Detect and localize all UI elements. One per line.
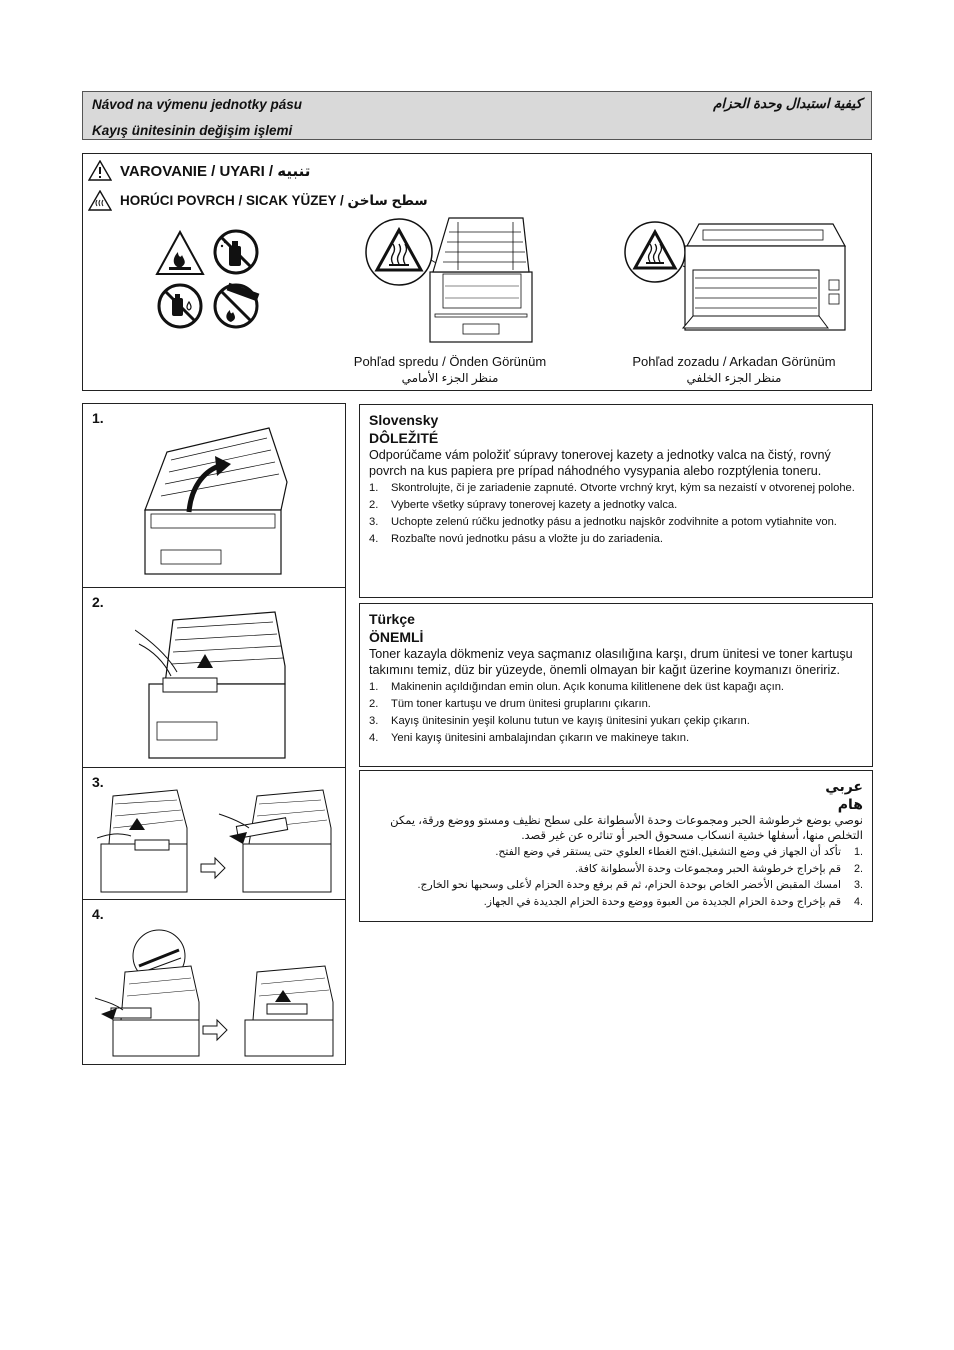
list-item xyxy=(369,714,863,728)
item-text: قم بإخراج وحدة الحزام الجديدة من العبوة ووضع وحدة الحزام الجديدة في الجهاز. xyxy=(483,895,841,908)
list-item xyxy=(369,481,863,495)
front-view-caption xyxy=(340,353,560,387)
section-important: DÔLEŽITÉ xyxy=(369,430,439,446)
hot-surface-text: HORÚCI POVRCH / SICAK YÜZEY / سطح ساخن xyxy=(120,192,428,208)
item-text: Rozbaľte novú jednotku pásu a vložte ju do zariadenia. xyxy=(391,533,663,546)
hot-surface-triangle-icon xyxy=(88,190,112,211)
step-4-illustration xyxy=(95,928,341,1060)
list-item xyxy=(369,680,863,694)
rear-view-label: Pohľad zozadu / Arkadan Görünüm xyxy=(632,354,836,369)
list-item xyxy=(369,532,863,546)
item-text: Tüm toner kartuşu ve drum ünitesi gruplarını çıkarın. xyxy=(391,698,651,711)
item-number: .3 xyxy=(853,879,863,891)
item-number: .2 xyxy=(853,862,863,875)
instruction-list xyxy=(369,680,863,745)
step-2-illustration xyxy=(135,610,305,762)
list-item xyxy=(369,731,863,745)
hot-surface-title xyxy=(88,190,428,211)
step-number: 4. xyxy=(92,906,104,922)
safety-symbols xyxy=(155,228,265,332)
item-text: Skontrolujte, či je zariadenie zapnuté. Otvorte vrchný kryt, kým sa nezaistí v otvorenej polohe. xyxy=(391,482,855,495)
item-number: 2. xyxy=(369,499,379,512)
instruction-list xyxy=(369,481,863,546)
flammable-warning-icon xyxy=(157,232,203,274)
item-number: .1 xyxy=(853,846,863,858)
arabic-section xyxy=(359,770,873,922)
steps-panel xyxy=(82,403,346,1065)
step-number: 1. xyxy=(92,410,104,426)
front-view-label-ar: منظر الجزء الأمامي xyxy=(401,371,499,385)
rear-view-label-ar: منظر الجزء الخلفي xyxy=(686,371,782,385)
list-item xyxy=(369,846,863,860)
instruction-list xyxy=(369,846,863,909)
item-number: 4. xyxy=(369,533,379,546)
section-language: Slovensky xyxy=(369,412,439,428)
step-3-illustration xyxy=(97,788,337,896)
item-text: تأكد أن الجهاز في وضع التشغيل.افتح الغطاء العلوي حتى يستقر في وضع الفتح. xyxy=(495,846,841,858)
section-language: Türkçe xyxy=(369,611,415,627)
item-number: 4. xyxy=(369,732,379,745)
no-spray-icon xyxy=(215,231,257,273)
section-intro: نوصي بوضع خرطوشة الحبر ومجموعات وحدة الأسطوانة على سطح نظيف ومستو ووضع ورقة، يمكن التخلص منها، أسفلها خشية انسكاب مسحوق الحبر أو تناثره عن غير قصد. xyxy=(390,815,863,842)
hot-surface-circle-icon xyxy=(625,222,685,282)
item-text: Makinenin açıldığından emin olun. Açık konuma kilitlenene dek üst kapağı açın. xyxy=(391,681,785,694)
header-title-ar: كيفية استبدال وحدة الحزام xyxy=(713,96,862,111)
warning-title-text: VAROVANIE / UYARI / تنبيه xyxy=(120,162,311,180)
rear-view-caption xyxy=(620,353,848,387)
item-number: .4 xyxy=(853,895,863,908)
item-text: امسك المقبض الأخضر الخاص بوحدة الحزام، ثم قم برفع وحدة الحزام لأعلى وسحبها نحو الخارج. xyxy=(417,879,841,891)
item-number: 3. xyxy=(369,516,379,529)
step-number: 3. xyxy=(92,774,104,790)
item-text: قم بإخراج خرطوشة الحبر ومجموعات وحدة الأسطوانة كافة. xyxy=(574,862,841,875)
step-2 xyxy=(83,588,345,768)
list-item xyxy=(369,498,863,512)
warning-triangle-icon xyxy=(88,160,112,181)
section-important: هام xyxy=(837,796,863,812)
step-1-illustration xyxy=(141,426,291,578)
turkish-section xyxy=(359,603,873,767)
rear-view-illustration xyxy=(623,216,848,336)
no-flammable-liquid-icon xyxy=(159,285,201,327)
section-language: عربي xyxy=(825,778,863,794)
header-title-sk: Návod na výmenu jednotky pásu xyxy=(92,97,303,112)
item-number: 1. xyxy=(369,681,379,694)
warning-title xyxy=(88,160,310,181)
step-4 xyxy=(83,900,345,1064)
section-intro: Toner kazayla dökmeniz veya saçmanız olasılığına karşı, drum ünitesi ve toner kartuşu takımını temiz, düz bir yüzeyde, önemli olmayan bir kağıt üzerine koymanızı öneririz. xyxy=(369,647,853,677)
page-header xyxy=(82,91,872,140)
list-item xyxy=(369,863,863,877)
list-item xyxy=(369,879,863,893)
list-item xyxy=(369,896,863,910)
step-1 xyxy=(83,404,345,588)
front-view-illustration xyxy=(363,212,538,347)
header-title-tr: Kayış ünitesinin değişim işlemi xyxy=(92,123,293,138)
no-vacuum-icon xyxy=(215,283,259,327)
item-number: 3. xyxy=(369,715,379,728)
slovak-section xyxy=(359,404,873,598)
front-view-label: Pohľad spredu / Önden Görünüm xyxy=(353,354,547,369)
item-text: Vyberte všetky súpravy tonerovej kazety a jednotky valca. xyxy=(391,499,678,512)
step-number: 2. xyxy=(92,594,104,610)
section-important: ÖNEMLİ xyxy=(369,629,424,645)
item-text: Yeni kayış ünitesini ambalajından çıkarın ve makineye takın. xyxy=(391,732,690,745)
item-text: Uchopte zelenú rúčku jednotky pásu a jednotku najskôr zodvihnite a potom vytiahnite von. xyxy=(391,516,837,529)
hot-surface-circle-icon xyxy=(366,219,432,285)
step-3 xyxy=(83,768,345,900)
section-intro: Odporúčame vám položiť súpravy tonerovej kazety a jednotky valca na čistý, rovný povrch na kus papiera pre prípad náhodného vysypania alebo rozptýlenia toneru. xyxy=(369,448,831,478)
list-item xyxy=(369,515,863,529)
item-number: 2. xyxy=(369,698,379,711)
list-item xyxy=(369,697,863,711)
item-number: 1. xyxy=(369,482,379,495)
item-text: Kayış ünitesinin yeşil kolunu tutun ve kayış ünitesini yukarı çekip çıkarın. xyxy=(391,715,750,728)
